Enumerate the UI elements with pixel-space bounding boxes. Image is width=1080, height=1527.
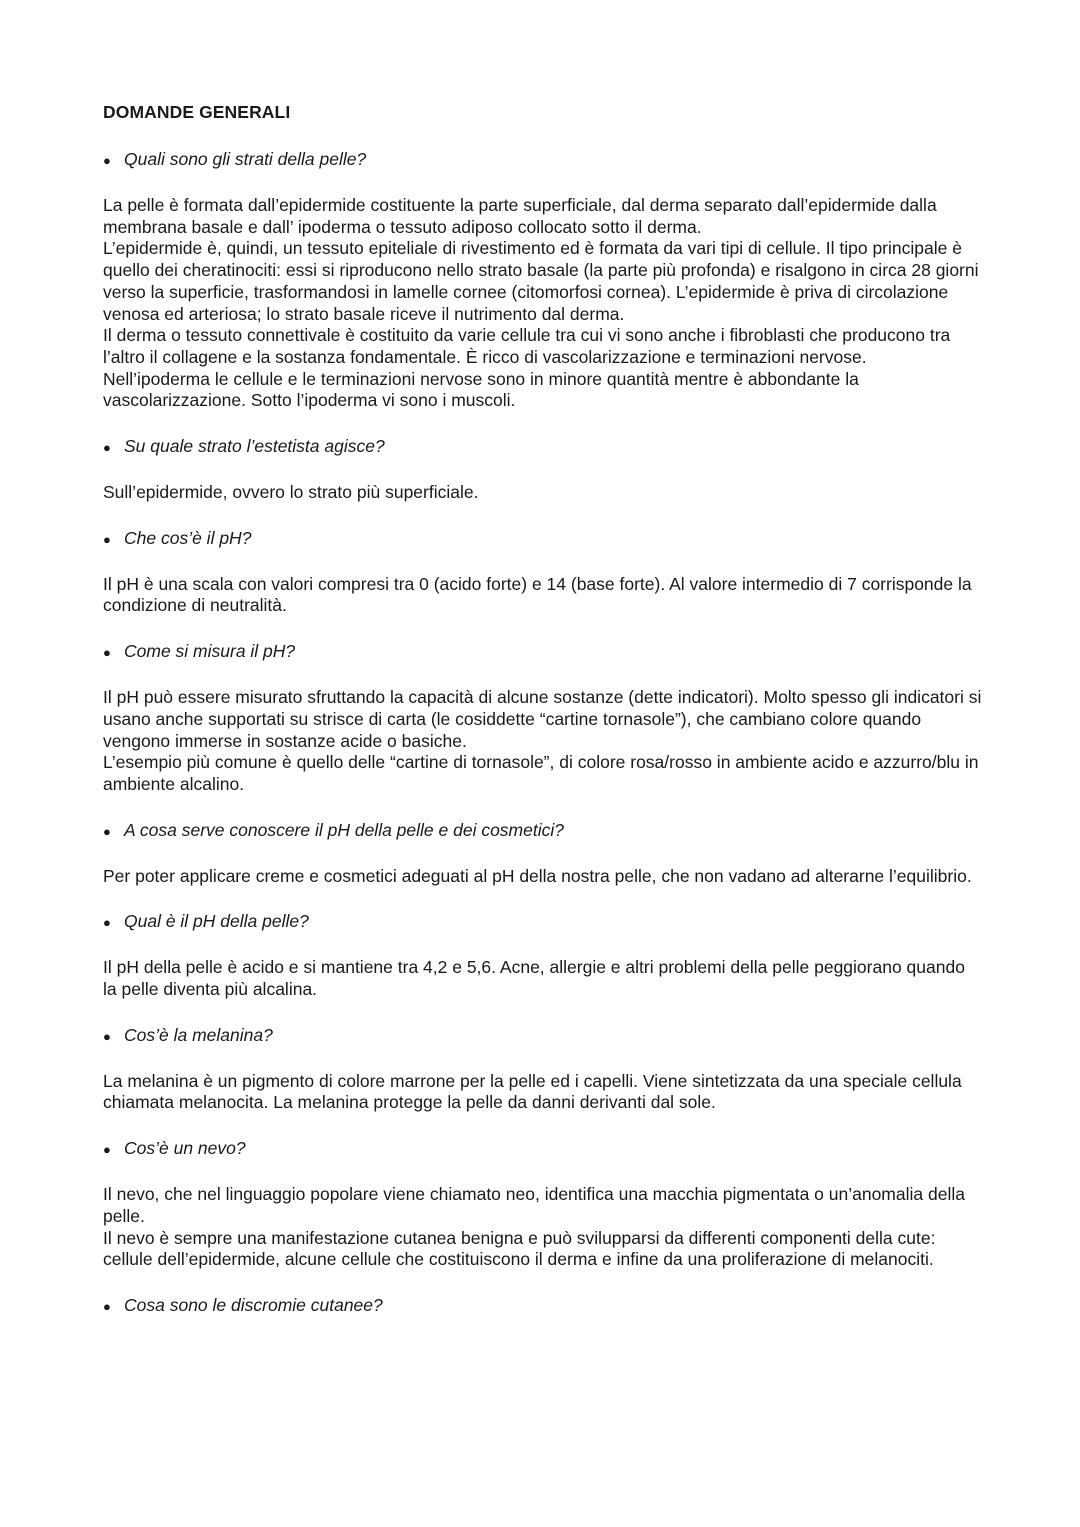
answer-block xyxy=(103,1184,983,1271)
answer-paragraph: Il derma o tessuto connettivale è costituito da varie cellule tra cui vi sono anche i fibroblasti che producono tra l’altro il collagene e la sostanza fondamentale. È ricco di vascolarizzazione e terminazioni nervose. xyxy=(103,325,951,367)
answer-paragraph: Per poter applicare creme e cosmetici adeguati al pH della nostra pelle, che non vadano ad alterarne l’equilibrio. xyxy=(103,865,972,886)
question-item xyxy=(103,640,983,664)
answer-paragraph: Sull’epidermide, ovvero lo strato più superficiale. xyxy=(103,482,479,503)
bullet-icon: ● xyxy=(103,153,111,168)
answer-block xyxy=(103,1071,983,1114)
question-item xyxy=(103,819,983,843)
question-text: Su quale strato l’estetista agisce? xyxy=(124,436,385,457)
bullet-icon: ● xyxy=(103,823,111,839)
document-page xyxy=(103,101,983,1341)
answer-paragraph: La melanina è un pigmento di colore marrone per la pelle ed i capelli. Viene sintetizzata da una speciale cellula chiamata melanocita. La melanina protegge la pelle da danni derivanti dal sole. xyxy=(103,1070,962,1113)
bullet-icon: ● xyxy=(103,531,111,547)
answer-paragraph: La pelle è formata dall’epidermide costituente la parte superficiale, dal derma separato dall’epidermide dalla membrana basale e dall’ ipoderma o tessuto adiposo collocato sotto il derma. xyxy=(103,195,937,237)
bullet-icon: ● xyxy=(103,1028,111,1044)
question-text: Qual è il pH della pelle? xyxy=(124,911,309,932)
question-item xyxy=(103,148,983,172)
document-title: DOMANDE GENERALI xyxy=(103,102,291,122)
bullet-icon: ● xyxy=(103,1298,111,1314)
answer-paragraph: Il nevo, che nel linguaggio popolare viene chiamato neo, identifica una macchia pigmentata o un’anomalia della pelle. xyxy=(103,1184,965,1226)
question-text: Che cos’è il pH? xyxy=(124,527,252,548)
bullet-icon: ● xyxy=(103,440,111,456)
answer-block xyxy=(103,574,983,617)
answer-block xyxy=(103,482,983,504)
answer-block xyxy=(103,687,983,796)
question-item xyxy=(103,1024,983,1048)
answer-paragraph: Il pH della pelle è acido e si mantiene tra 4,2 e 5,6. Acne, allergie e altri problemi della pelle peggiorano quando la pelle diventa più alcalina. xyxy=(103,957,965,1000)
question-item xyxy=(103,910,983,934)
answer-paragraph: Il nevo è sempre una manifestazione cutanea benigna e può svilupparsi da differenti componenti della cute: cellule dell’epidermide, alcune cellule che costituiscono il derma e infine da una proliferazione di melanociti. xyxy=(103,1227,936,1270)
answer-block xyxy=(103,195,983,412)
question-item xyxy=(103,1137,983,1161)
answer-block xyxy=(103,957,983,1000)
question-text: Come si misura il pH? xyxy=(124,641,296,662)
bullet-icon: ● xyxy=(103,645,111,661)
bullet-icon: ● xyxy=(103,1142,111,1158)
answer-block xyxy=(103,866,983,888)
answer-paragraph: Nell’ipoderma le cellule e le terminazioni nervose sono in minore quantità mentre è abbondante la vascolarizzazione. Sotto l’ipoderma vi sono i muscoli. xyxy=(103,368,859,411)
answer-paragraph: Il pH è una scala con valori compresi tra 0 (acido forte) e 14 (base forte). Al valore intermedio di 7 corrisponde la condizione di neutralità. xyxy=(103,573,972,616)
question-text: Quali sono gli strati della pelle? xyxy=(124,149,367,169)
bullet-icon: ● xyxy=(103,915,111,931)
answer-paragraph: L’esempio più comune è quello delle “cartine di tornasole”, di colore rosa/rosso in ambiente acido e azzurro/blu in ambiente alcalino. xyxy=(103,752,979,794)
question-item xyxy=(103,527,983,551)
question-text: Cosa sono le discromie cutanee? xyxy=(124,1294,383,1315)
answer-paragraph: Il pH può essere misurato sfruttando la capacità di alcune sostanze (dette indicatori). Molto spesso gli indicatori si usano anche supportati su strisce di carta (le cosiddette “cartine tornasole”), che cambiano colore quando vengono immerse in sostanze acide o basiche. xyxy=(103,687,982,751)
question-item xyxy=(103,1294,983,1318)
answer-paragraph: L’epidermide è, quindi, un tessuto epiteliale di rivestimento ed è formata da vari tipi di cellule. Il tipo principale è quello dei cheratinociti: essi si riproducono nello strato basale (la parte più profonda) e risalgono in circa 28 giorni verso la superficie, trasformandosi in lamelle cornee (citomorfosi cornea). L’epidermide è priva di circolazione venosa ed arteriosa; lo strato basale riceve il nutrimento dal derma. xyxy=(103,238,979,324)
question-text: Cos’è la melanina? xyxy=(124,1024,273,1045)
question-text: Cos’è un nevo? xyxy=(124,1138,246,1159)
question-item xyxy=(103,435,983,459)
question-text: A cosa serve conoscere il pH della pelle e dei cosmetici? xyxy=(124,819,564,840)
